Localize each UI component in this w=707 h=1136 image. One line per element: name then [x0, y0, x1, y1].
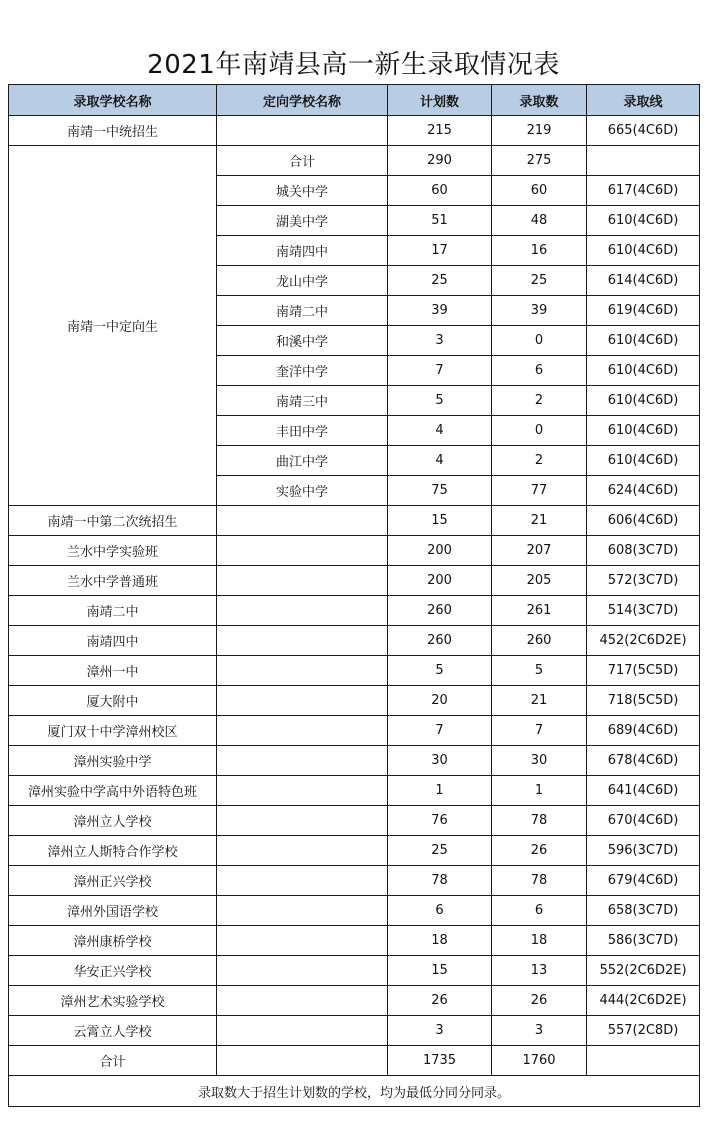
directed-school-cell: [217, 116, 388, 146]
admitted-count-cell: 207: [492, 536, 587, 566]
admission-line-cell: 619(4C6D): [587, 296, 700, 326]
admission-line-cell: 717(5C5D): [587, 656, 700, 686]
table-row: [9, 116, 700, 146]
plan-count-cell: 15: [388, 506, 492, 536]
admission-line-cell: 610(4C6D): [587, 206, 700, 236]
admitted-count-cell: 30: [492, 746, 587, 776]
table-row: [9, 566, 700, 596]
school-name-cell: 南靖四中: [9, 626, 217, 656]
admitted-count-cell: 78: [492, 806, 587, 836]
directed-school-cell: 和溪中学: [217, 326, 388, 356]
table-row: [9, 746, 700, 776]
plan-count-cell: 20: [388, 686, 492, 716]
admitted-count-cell: 18: [492, 926, 587, 956]
directed-school-cell: [217, 896, 388, 926]
plan-count-cell: 200: [388, 536, 492, 566]
plan-count-cell: 290: [388, 146, 492, 176]
directed-school-cell: [217, 776, 388, 806]
admitted-count-cell: 2: [492, 446, 587, 476]
school-name-cell: 漳州康桥学校: [9, 926, 217, 956]
admitted-count-cell: 261: [492, 596, 587, 626]
school-name-cell: 华安正兴学校: [9, 956, 217, 986]
directed-school-cell: 城关中学: [217, 176, 388, 206]
admitted-count-cell: 6: [492, 356, 587, 386]
admission-line-cell: 689(4C6D): [587, 716, 700, 746]
admission-line-cell: 617(4C6D): [587, 176, 700, 206]
directed-school-cell: [217, 866, 388, 896]
directed-school-cell: 丰田中学: [217, 416, 388, 446]
table-note-row: [9, 1076, 700, 1107]
admitted-count-cell: 219: [492, 116, 587, 146]
table-body: [9, 116, 700, 1107]
table-row: [9, 776, 700, 806]
admission-line-cell: 606(4C6D): [587, 506, 700, 536]
admission-line-cell: 614(4C6D): [587, 266, 700, 296]
school-name-cell: 漳州正兴学校: [9, 866, 217, 896]
plan-count-cell: 25: [388, 836, 492, 866]
plan-count-cell: 260: [388, 626, 492, 656]
admission-line-cell: 670(4C6D): [587, 806, 700, 836]
school-name-cell: 兰水中学实验班: [9, 536, 217, 566]
directed-school-cell: 实验中学: [217, 476, 388, 506]
plan-count-cell: 17: [388, 236, 492, 266]
admission-line-cell: 610(4C6D): [587, 416, 700, 446]
admission-line-cell: 658(3C7D): [587, 896, 700, 926]
admitted-count-cell: 260: [492, 626, 587, 656]
school-name-cell: 漳州外国语学校: [9, 896, 217, 926]
plan-count-cell: 75: [388, 476, 492, 506]
directed-school-cell: [217, 836, 388, 866]
directed-school-cell: [217, 536, 388, 566]
directed-school-cell: 南靖二中: [217, 296, 388, 326]
table-row: [9, 866, 700, 896]
plan-count-cell: 60: [388, 176, 492, 206]
directed-school-cell: 南靖三中: [217, 386, 388, 416]
admitted-count-cell: 78: [492, 866, 587, 896]
directed-school-cell: [217, 1016, 388, 1046]
column-header: 录取学校名称: [9, 85, 217, 116]
plan-count-cell: 5: [388, 386, 492, 416]
admitted-count-cell: 3: [492, 1016, 587, 1046]
plan-count-cell: 5: [388, 656, 492, 686]
directed-school-cell: [217, 986, 388, 1016]
admitted-count-cell: 275: [492, 146, 587, 176]
plan-count-cell: 7: [388, 716, 492, 746]
table-row: [9, 956, 700, 986]
school-name-cell: 厦门双十中学漳州校区: [9, 716, 217, 746]
plan-count-cell: 18: [388, 926, 492, 956]
plan-count-cell: 6: [388, 896, 492, 926]
plan-count-cell: 78: [388, 866, 492, 896]
admitted-count-cell: 1760: [492, 1046, 587, 1076]
plan-count-cell: 4: [388, 446, 492, 476]
school-name-cell: 漳州艺术实验学校: [9, 986, 217, 1016]
column-header: 录取数: [492, 85, 587, 116]
directed-school-cell: [217, 596, 388, 626]
column-header: 定向学校名称: [217, 85, 388, 116]
admitted-count-cell: 2: [492, 386, 587, 416]
directed-school-cell: [217, 716, 388, 746]
table-row: [9, 806, 700, 836]
admitted-count-cell: 0: [492, 326, 587, 356]
page-title: 2021年南靖县高一新生录取情况表: [147, 50, 560, 81]
table-row: [9, 656, 700, 686]
table-row: [9, 896, 700, 926]
admission-table: [8, 84, 700, 1107]
directed-school-cell: 湖美中学: [217, 206, 388, 236]
admitted-count-cell: 1: [492, 776, 587, 806]
admission-line-cell: 641(4C6D): [587, 776, 700, 806]
admitted-count-cell: 60: [492, 176, 587, 206]
admission-line-cell: 678(4C6D): [587, 746, 700, 776]
admission-line-cell: 718(5C5D): [587, 686, 700, 716]
plan-count-cell: 7: [388, 356, 492, 386]
admission-line-cell: 610(4C6D): [587, 236, 700, 266]
directed-school-cell: [217, 956, 388, 986]
admitted-count-cell: 205: [492, 566, 587, 596]
school-name-cell: 南靖一中统招生: [9, 116, 217, 146]
plan-count-cell: 30: [388, 746, 492, 776]
directed-school-cell: 合计: [217, 146, 388, 176]
school-name-cell: 南靖二中: [9, 596, 217, 626]
admission-line-cell: [587, 146, 700, 176]
plan-count-cell: 1: [388, 776, 492, 806]
admission-line-cell: 596(3C7D): [587, 836, 700, 866]
table-row: [9, 626, 700, 656]
admission-line-cell: 610(4C6D): [587, 446, 700, 476]
admitted-count-cell: 6: [492, 896, 587, 926]
directed-school-cell: [217, 806, 388, 836]
admission-line-cell: 444(2C6D2E): [587, 986, 700, 1016]
directed-school-cell: [217, 656, 388, 686]
table-row: [9, 596, 700, 626]
table-row: [9, 1046, 700, 1076]
admission-line-cell: 610(4C6D): [587, 356, 700, 386]
table-row: [9, 926, 700, 956]
admission-line-cell: 552(2C6D2E): [587, 956, 700, 986]
admitted-count-cell: 16: [492, 236, 587, 266]
school-name-cell: 云霄立人学校: [9, 1016, 217, 1046]
plan-count-cell: 39: [388, 296, 492, 326]
directed-school-cell: 龙山中学: [217, 266, 388, 296]
table-row: [9, 716, 700, 746]
directed-school-cell: 南靖四中: [217, 236, 388, 266]
school-name-cell: 漳州实验中学: [9, 746, 217, 776]
admission-line-cell: 514(3C7D): [587, 596, 700, 626]
directed-school-cell: 曲江中学: [217, 446, 388, 476]
directed-school-cell: [217, 1046, 388, 1076]
directed-school-cell: [217, 506, 388, 536]
table-row: [9, 986, 700, 1016]
directed-school-cell: [217, 626, 388, 656]
admission-line-cell: 452(2C6D2E): [587, 626, 700, 656]
admitted-count-cell: 39: [492, 296, 587, 326]
school-name-cell: 漳州一中: [9, 656, 217, 686]
directed-school-cell: [217, 926, 388, 956]
admission-line-cell: 610(4C6D): [587, 326, 700, 356]
column-header: 计划数: [388, 85, 492, 116]
directed-school-cell: 奎洋中学: [217, 356, 388, 386]
plan-count-cell: 76: [388, 806, 492, 836]
plan-count-cell: 215: [388, 116, 492, 146]
admitted-count-cell: 21: [492, 506, 587, 536]
plan-count-cell: 1735: [388, 1046, 492, 1076]
school-name-cell: 合计: [9, 1046, 217, 1076]
table-row: [9, 146, 700, 176]
table-header-row: [9, 85, 700, 116]
admitted-count-cell: 25: [492, 266, 587, 296]
admission-line-cell: 608(3C7D): [587, 536, 700, 566]
plan-count-cell: 3: [388, 326, 492, 356]
admitted-count-cell: 77: [492, 476, 587, 506]
admission-line-cell: 679(4C6D): [587, 866, 700, 896]
admitted-count-cell: 5: [492, 656, 587, 686]
school-name-cell: 厦大附中: [9, 686, 217, 716]
admitted-count-cell: 13: [492, 956, 587, 986]
table-row: [9, 1016, 700, 1046]
directed-school-cell: [217, 566, 388, 596]
admission-line-cell: 572(3C7D): [587, 566, 700, 596]
school-name-cell: 南靖一中定向生: [9, 146, 217, 506]
plan-count-cell: 200: [388, 566, 492, 596]
school-name-cell: 兰水中学普通班: [9, 566, 217, 596]
admitted-count-cell: 0: [492, 416, 587, 446]
plan-count-cell: 25: [388, 266, 492, 296]
plan-count-cell: 260: [388, 596, 492, 626]
table-row: [9, 536, 700, 566]
school-name-cell: 漳州立人学校: [9, 806, 217, 836]
plan-count-cell: 26: [388, 986, 492, 1016]
table-note: 录取数大于招生计划数的学校，均为最低分同分同录。: [9, 1076, 700, 1107]
plan-count-cell: 15: [388, 956, 492, 986]
admission-line-cell: 557(2C8D): [587, 1016, 700, 1046]
admitted-count-cell: 26: [492, 836, 587, 866]
admitted-count-cell: 7: [492, 716, 587, 746]
table-row: [9, 506, 700, 536]
admitted-count-cell: 21: [492, 686, 587, 716]
admission-line-cell: [587, 1046, 700, 1076]
directed-school-cell: [217, 686, 388, 716]
school-name-cell: 漳州实验中学高中外语特色班: [9, 776, 217, 806]
directed-school-cell: [217, 746, 388, 776]
admission-line-cell: 624(4C6D): [587, 476, 700, 506]
admission-line-cell: 665(4C6D): [587, 116, 700, 146]
admission-line-cell: 610(4C6D): [587, 386, 700, 416]
admitted-count-cell: 48: [492, 206, 587, 236]
plan-count-cell: 51: [388, 206, 492, 236]
table-row: [9, 836, 700, 866]
table-row: [9, 686, 700, 716]
school-name-cell: 南靖一中第二次统招生: [9, 506, 217, 536]
school-name-cell: 漳州立人斯特合作学校: [9, 836, 217, 866]
plan-count-cell: 3: [388, 1016, 492, 1046]
column-header: 录取线: [587, 85, 700, 116]
plan-count-cell: 4: [388, 416, 492, 446]
admitted-count-cell: 26: [492, 986, 587, 1016]
admission-line-cell: 586(3C7D): [587, 926, 700, 956]
